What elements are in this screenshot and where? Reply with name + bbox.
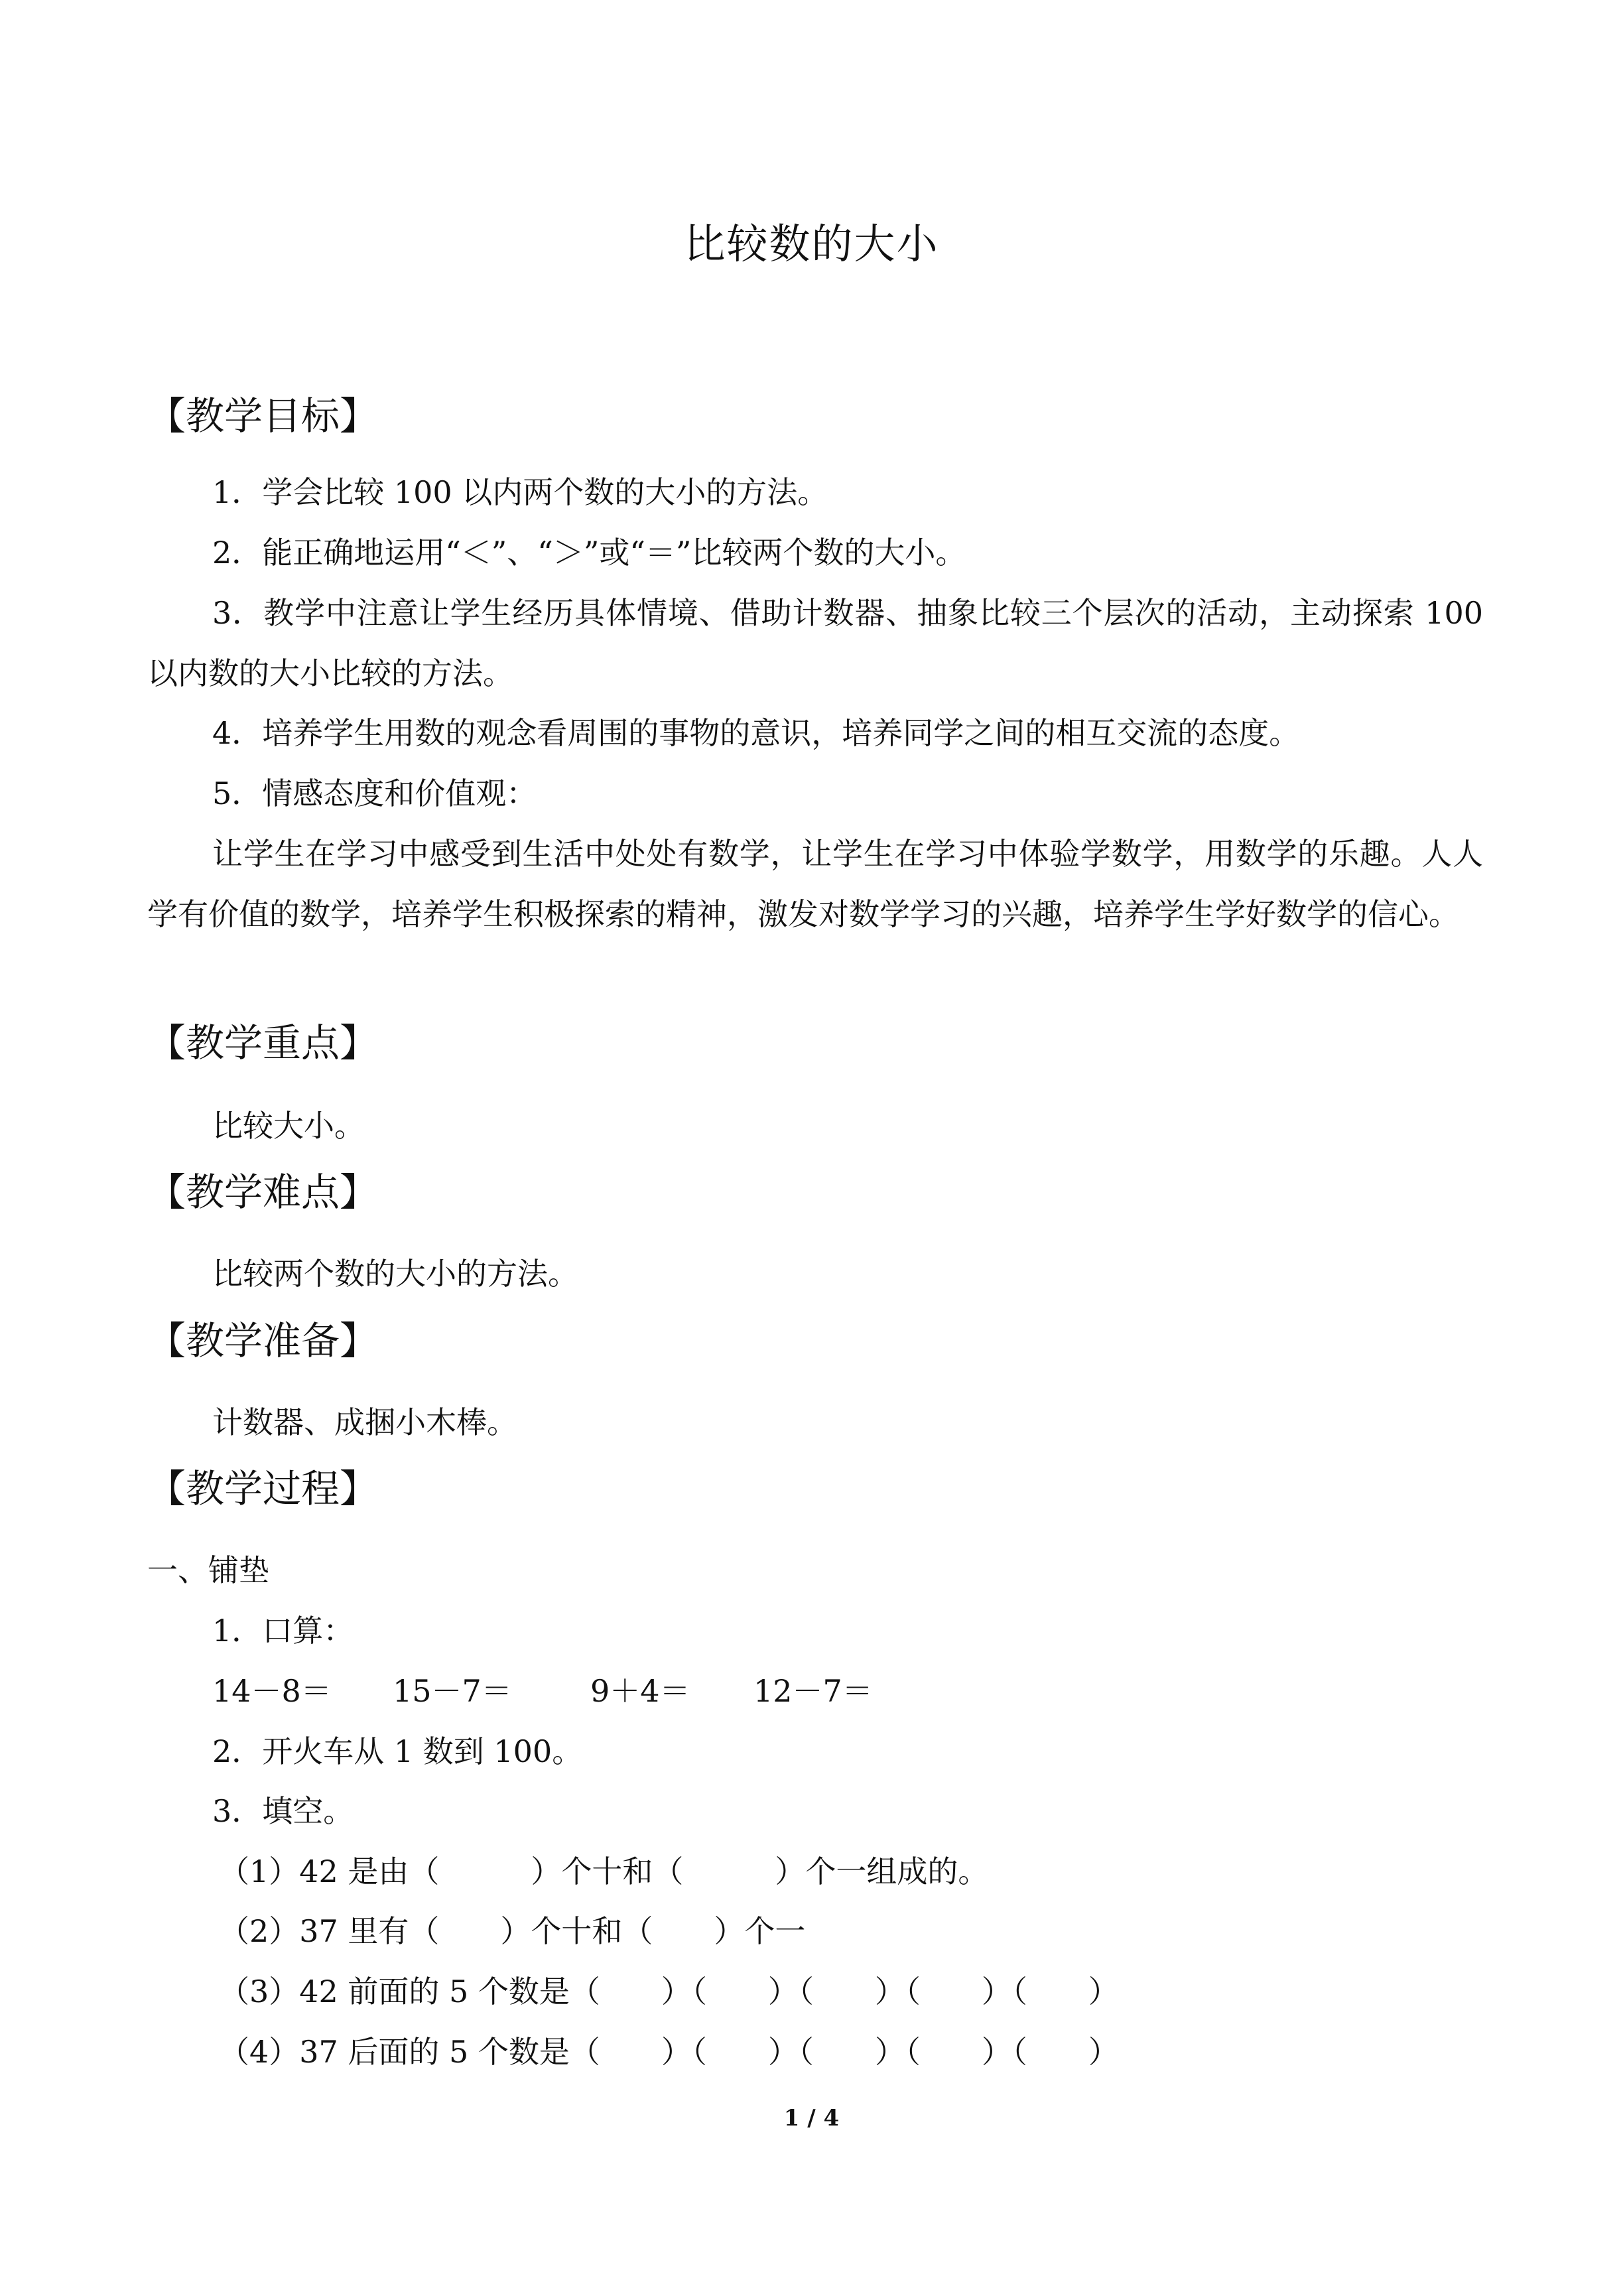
goal-item-1: 1．学会比较 100 以内两个数的大小的方法。 (212, 474, 828, 510)
difficulty-text: 比较两个数的大小的方法。 (212, 1256, 578, 1292)
heading-process: 【教学过程】 (147, 1466, 379, 1511)
calc-item: 9＋4＝ (590, 1673, 690, 1709)
process-step2: 2．开火车从 1 数到 100。 (212, 1733, 583, 1769)
heading-key-point: 【教学重点】 (147, 1020, 379, 1065)
heading-difficulty: 【教学难点】 (147, 1170, 379, 1215)
fill-blank-4: （4）37 后面的 5 个数是（ ）（ ）（ ）（ ）（ ） (219, 2034, 1119, 2070)
process-step1: 1．口算： (212, 1613, 354, 1649)
goal-item-5: 5．情感态度和价值观： (212, 776, 537, 811)
key-point-text: 比较大小。 (212, 1108, 365, 1144)
goal-item-3: 3．教学中注意让学生经历具体情境、借助计数器、抽象比较三个层次的活动，主动探索 100 以内数的大小比较的方法。 (147, 595, 1483, 691)
page-number: 1 / 4 (783, 2105, 840, 2131)
preparation-text: 计数器、成捆小木棒。 (212, 1404, 517, 1440)
heading-preparation: 【教学准备】 (147, 1318, 379, 1363)
heading-goals: 【教学目标】 (147, 393, 379, 439)
process-step3: 3．填空。 (212, 1793, 354, 1829)
fill-blank-3: （3）42 前面的 5 个数是（ ）（ ）（ ）（ ）（ ） (219, 1974, 1119, 2009)
calc-item: 12－7＝ (753, 1673, 873, 1709)
goal-item-4: 4．培养学生用数的观念看周围的事物的意识，培养同学之间的相互交流的态度。 (212, 715, 1300, 751)
goal-item-5-detail: 让学生在学习中感受到生活中处处有数学，让学生在学习中体验学数学，用数学的乐趣。人人学有价值的数学，培养学生积极探索的精神，激发对数学学习的兴趣，培养学生学好数学的信心。 (147, 836, 1483, 932)
fill-blank-2: （2）37 里有（ ）个十和（ ）个一 (219, 1913, 806, 1949)
process-part1: 一、铺垫 (147, 1552, 269, 1588)
goal-item-2: 2．能正确地运用“＜”、“＞”或“＝”比较两个数的大小。 (212, 535, 966, 571)
calc-item: 14－8＝ (212, 1673, 332, 1709)
fill-blank-1: （1）42 是由（ ）个十和（ ）个一组成的。 (219, 1854, 989, 1889)
calc-item: 15－7＝ (393, 1673, 512, 1709)
page-title: 比较数的大小 (684, 220, 939, 268)
mental-calc-row (212, 1671, 873, 1711)
